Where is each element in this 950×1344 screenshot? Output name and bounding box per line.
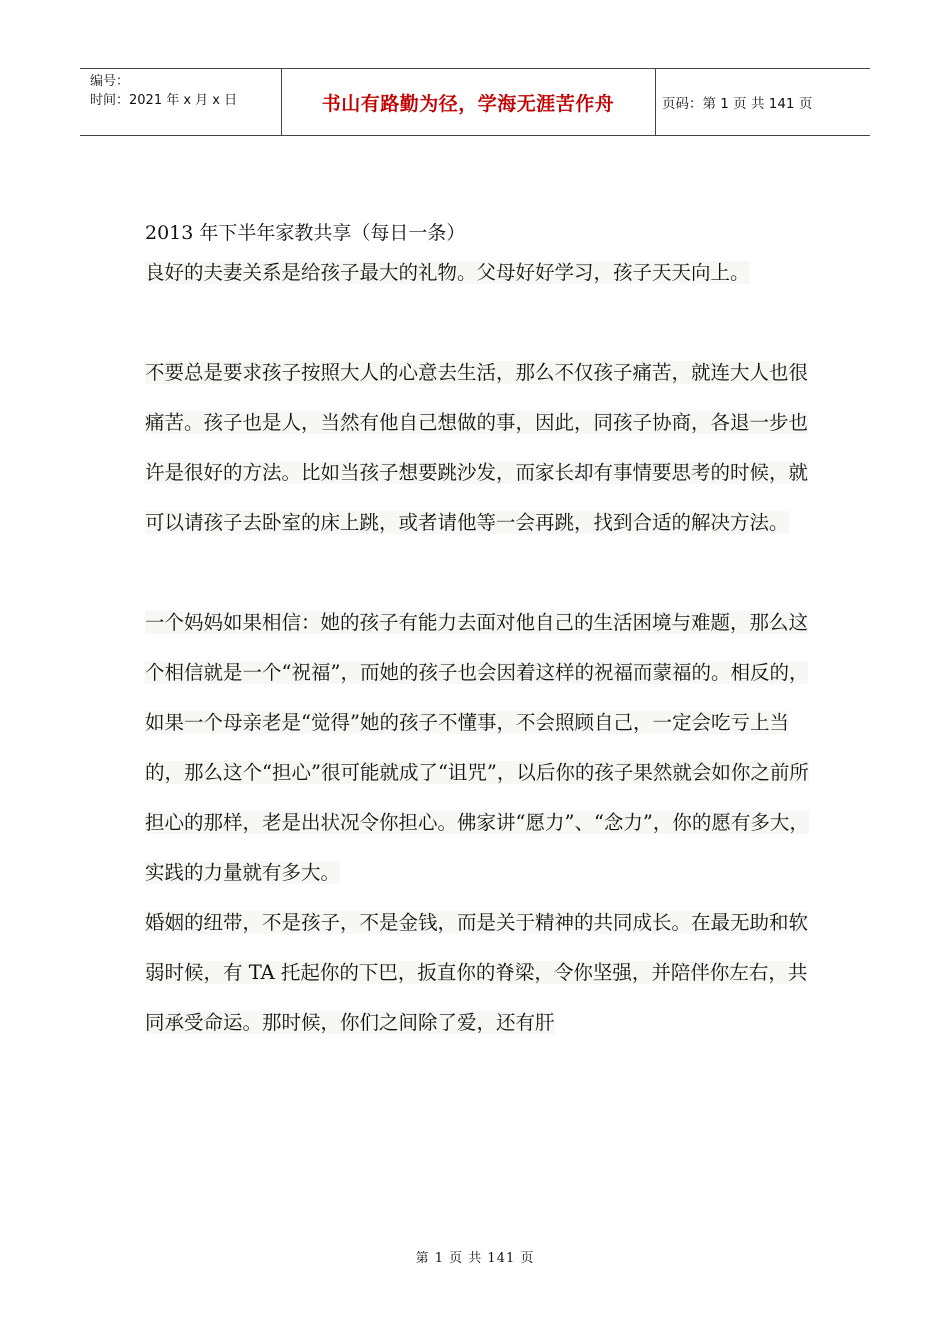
paragraph-4: 婚姻的纽带，不是孩子，不是金钱，而是关于精神的共同成长。在最无助和软弱时候，有 TA 托起你的下巴，扳直你的脊梁，令你坚强，并陪伴你左右，共同承受命运。那时候，你们之间除了爱，还有肝 [145, 911, 809, 1034]
time-label: 时间：2021 年 x 月 x 日 [90, 93, 238, 108]
document-title: 2013 年下半年家教共享（每日一条） [145, 222, 466, 244]
header-meta [90, 72, 280, 110]
header-divider-right [655, 68, 656, 136]
serial-label: 编号： [90, 74, 130, 89]
paragraph-2: 不要总是要求孩子按照大人的心意去生活，那么不仅孩子痛苦，就连大人也很痛苦。孩子也是人，当然有他自己想做的事，因此，同孩子协商，各退一步也许是很好的方法。比如当孩子想要跳沙发，而家长却有事情要思考的时候，就可以请孩子去卧室的床上跳，或者请他等一会再跳，找到合适的解决方法。 [145, 361, 809, 534]
paragraph-1: 良好的夫妻关系是给孩子最大的礼物。父母好好学习，孩子天天向上。 [145, 261, 750, 284]
header-page-info: 页码：第 1 页 共 141 页 [662, 96, 813, 112]
header-motto: 书山有路勤为径，学海无涯苦作舟 [321, 92, 615, 115]
page-footer: 第 1 页 共 141 页 [415, 1251, 535, 1266]
document-body [145, 218, 815, 1048]
paragraph-3: 一个妈妈如果相信：她的孩子有能力去面对他自己的生活困境与难题，那么这个相信就是一个“祝福”，而她的孩子也会因着这样的祝福而蒙福的。相反的，如果一个母亲老是“觉得”她的孩子不懂事，不会照顾自己，一定会吃亏上当的，那么这个“担心”很可能就成了“诅咒”，以后你的孩子果然就会如你之前所担心的那样，老是出状况令你担心。佛家讲“愿力”、“念力”，你的愿有多大，实践的力量就有多大。 [145, 611, 809, 884]
